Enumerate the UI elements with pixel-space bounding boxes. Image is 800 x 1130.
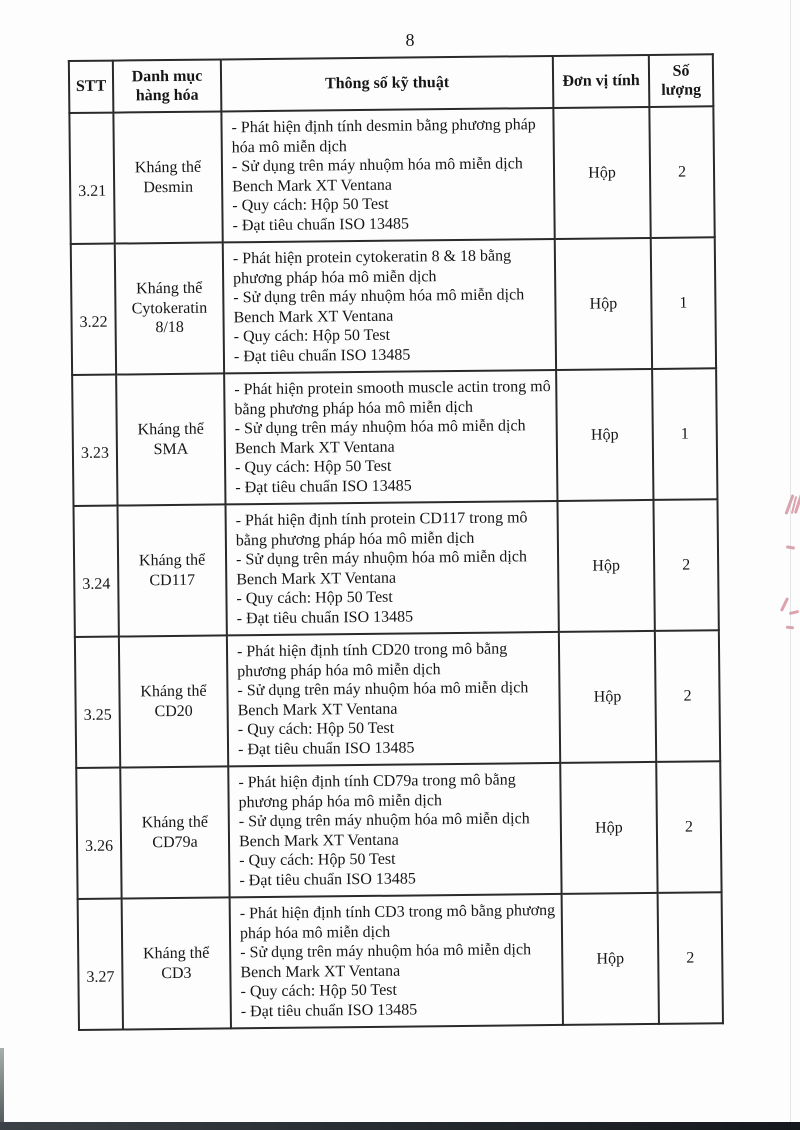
row-specs xyxy=(225,501,558,635)
spec-bullet: - Quy cách: Hộp 50 Test xyxy=(232,195,389,215)
table-row xyxy=(69,106,714,244)
spec-bullet: - Phát hiện định tính CD79a trong mô bằng phương pháp hóa mô miễn dịch xyxy=(238,771,516,811)
spec-bullet: - Phát hiện protein cytokeratin 8 & 18 bằng phương pháp hóa mô miễn dịch xyxy=(232,247,512,287)
row-quantity: 2 xyxy=(655,630,720,762)
table-row xyxy=(75,630,720,768)
row-quantity: 2 xyxy=(653,499,718,631)
row-stt: 3.26 xyxy=(76,768,121,899)
ink-stroke xyxy=(780,597,789,612)
scan-edge-bottom xyxy=(0,1122,800,1130)
scan-edge-left xyxy=(0,1048,4,1130)
row-unit: Hộp xyxy=(559,631,656,763)
row-specs xyxy=(223,239,556,373)
row-specs xyxy=(228,763,561,897)
row-item-name: Kháng thể CD79a xyxy=(120,766,229,898)
row-stt: 3.22 xyxy=(71,244,116,375)
table-row xyxy=(72,368,717,506)
row-stt: 3.24 xyxy=(74,506,119,637)
spec-bullet: - Sử dụng trên máy nhuộm hóa mô miễn dịch Bench Mark XT Ventana xyxy=(231,155,523,195)
spec-bullet: - Phát hiện định tính desmin bằng phương pháp hóa mô miễn dịch xyxy=(231,116,536,156)
row-stt: 3.25 xyxy=(75,637,120,768)
row-unit: Hộp xyxy=(557,500,654,632)
table-row xyxy=(71,237,716,375)
spec-bullet: - Quy cách: Hộp 50 Test xyxy=(237,719,395,739)
spec-bullet: - Sử dụng trên máy nhuộm hóa mô miễn dịch Bench Mark XT Ventana xyxy=(237,679,529,719)
table-row xyxy=(76,761,721,899)
row-unit: Hộp xyxy=(556,369,653,501)
row-unit: Hộp xyxy=(560,762,657,894)
row-unit: Hộp xyxy=(555,238,652,370)
row-quantity: 2 xyxy=(658,892,723,1024)
table-row xyxy=(74,499,719,637)
row-item-name: Kháng thể CD3 xyxy=(122,897,231,1029)
spec-bullet: - Phát hiện định tính protein CD117 trong mô bằng phương pháp hóa mô miễn dịch xyxy=(235,509,528,549)
row-stt: 3.21 xyxy=(69,113,114,244)
row-item-name: Kháng thể CD20 xyxy=(119,635,228,767)
spec-bullet: - Quy cách: Hộp 50 Test xyxy=(239,850,396,870)
spec-bullet: - Sử dụng trên máy nhuộm hóa mô miễn dịch Bench Mark XT Ventana xyxy=(238,810,530,850)
spec-bullet: - Quy cách: Hộp 50 Test xyxy=(240,981,398,1001)
table-wrapper xyxy=(68,53,724,1031)
row-quantity: 2 xyxy=(649,106,714,238)
spec-bullet: - Quy cách: Hộp 50 Test xyxy=(236,588,393,608)
table-row xyxy=(78,892,723,1030)
header-quantity: Số lượng xyxy=(649,54,714,107)
row-quantity: 2 xyxy=(656,761,721,893)
row-specs xyxy=(224,370,557,504)
row-unit: Hộp xyxy=(562,893,659,1025)
row-item-name: Kháng thể Desmin xyxy=(113,111,222,243)
row-item-name: Kháng thể CD117 xyxy=(117,504,226,636)
scan-edge-right xyxy=(790,0,791,1130)
spec-bullet: - Đạt tiêu chuẩn ISO 13485 xyxy=(240,1000,418,1020)
table-header-row xyxy=(69,54,714,113)
header-specs: Thông số kỹ thuật xyxy=(221,56,554,111)
header-stt: STT xyxy=(69,61,114,113)
row-unit: Hộp xyxy=(553,107,650,239)
row-item-name: Kháng thể Cytokeratin 8/18 xyxy=(115,242,224,374)
spec-bullet: - Đạt tiêu chuẩn ISO 13485 xyxy=(235,476,412,496)
spec-bullet: - Quy cách: Hộp 50 Test xyxy=(233,326,391,346)
page-number: 8 xyxy=(405,30,415,50)
spec-bullet: - Quy cách: Hộp 50 Test xyxy=(235,457,392,477)
spec-bullet: - Đạt tiêu chuẩn ISO 13485 xyxy=(236,607,414,627)
spec-bullet: - Phát hiện định tính CD20 trong mô bằng phương pháp hóa mô miễn dịch xyxy=(236,640,508,680)
spec-bullet: - Đạt tiêu chuẩn ISO 13485 xyxy=(232,214,410,234)
row-specs xyxy=(230,894,563,1028)
row-specs xyxy=(227,632,560,766)
row-specs xyxy=(221,108,554,242)
header-unit: Đơn vị tính xyxy=(553,55,650,108)
spec-bullet: - Đạt tiêu chuẩn ISO 13485 xyxy=(233,345,411,365)
row-quantity: 1 xyxy=(652,368,717,500)
spec-bullet: - Sử dụng trên máy nhuộm hóa mô miễn dịch Bench Mark XT Ventana xyxy=(233,286,525,326)
row-stt: 3.27 xyxy=(78,899,123,1030)
spec-bullet: - Sử dụng trên máy nhuộm hóa mô miễn dịch Bench Mark XT Ventana xyxy=(234,417,526,457)
goods-spec-table xyxy=(68,53,724,1031)
spec-bullet: - Đạt tiêu chuẩn ISO 13485 xyxy=(237,738,415,758)
spec-bullet: - Sử dụng trên máy nhuộm hóa mô miễn dịch Bench Mark XT Ventana xyxy=(235,548,528,588)
header-category: Danh mục hàng hóa xyxy=(113,59,222,112)
spec-bullet: - Sử dụng trên máy nhuộm hóa mô miễn dịch Bench Mark XT Ventana xyxy=(240,941,532,981)
row-item-name: Kháng thể SMA xyxy=(116,373,225,505)
spec-bullet: - Phát hiện protein smooth muscle actin trong mô bằng phương pháp hóa mô miễn dịch xyxy=(234,378,551,418)
row-quantity: 1 xyxy=(651,237,716,369)
row-stt: 3.23 xyxy=(72,375,117,506)
spec-bullet: - Đạt tiêu chuẩn ISO 13485 xyxy=(239,869,416,889)
spec-bullet: - Phát hiện định tính CD3 trong mô bằng phương pháp hóa mô miễn dịch xyxy=(239,901,556,942)
